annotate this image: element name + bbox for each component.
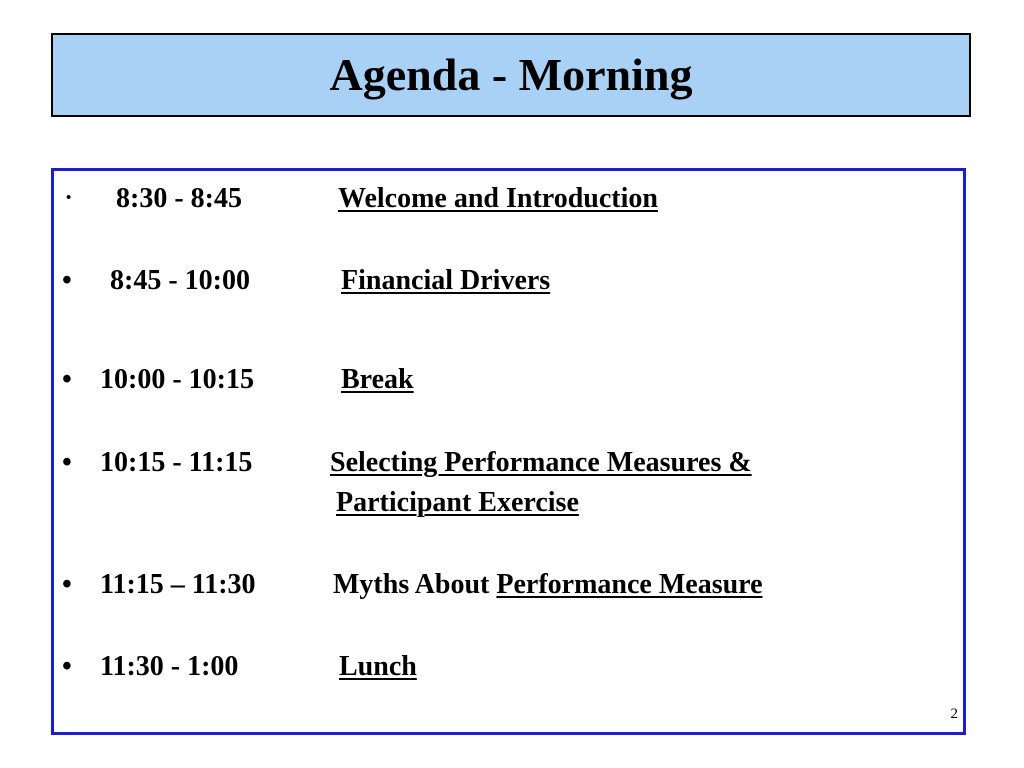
agenda-topic: Financial Drivers [341,265,551,296]
agenda-topic: Performance Measure [496,569,763,600]
agenda-time: 8:30 - 8:45 [116,183,242,214]
agenda-time: 10:15 - 11:15 [100,447,253,478]
agenda-topic-continued: Participant Exercise [336,487,579,518]
agenda-topic-line [333,571,763,599]
agenda-topic: Selecting Performance Measures & [330,447,752,478]
agenda-topic: Lunch [339,651,417,682]
agenda-time: 8:45 - 10:00 [110,265,250,296]
agenda-time: 11:15 – 11:30 [100,569,256,600]
agenda-topic: Welcome and Introduction [338,183,658,214]
page-number: 2 [950,706,958,722]
bullet: • [62,364,72,395]
bullet: • [62,651,72,682]
agenda-time: 10:00 - 10:15 [100,364,254,395]
agenda-topic-prefix: Myths About [333,569,497,600]
slide-title: Agenda - Morning [329,49,693,100]
bullet: • [62,569,72,600]
bullet: • [62,447,72,478]
agenda-box [51,168,966,735]
bullet: • [66,190,72,206]
agenda-topic: Break [341,364,414,395]
bullet: • [62,265,72,296]
title-box [51,33,971,117]
agenda-time: 11:30 - 1:00 [100,651,239,682]
